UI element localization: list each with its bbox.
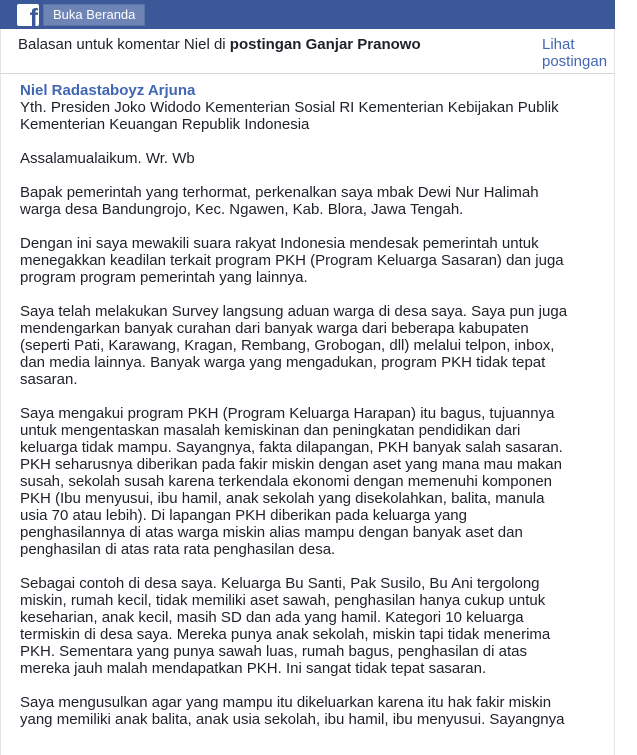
comment-paragraph [20, 303, 610, 388]
comment-line: penghasilannya di atas warga miskin alias mampu dengan banyak aset dan [20, 524, 523, 541]
comment-line: Yth. Presiden Joko Widodo Kementerian Sosial RI Kementerian Kebijakan Publik [20, 99, 559, 116]
comment-line: Assalamualaikum. Wr. Wb [20, 150, 195, 167]
reply-title [18, 36, 421, 53]
comment-line: Bapak pemerintah yang terhormat, perkenalkan saya mbak Dewi Nur Halimah [20, 184, 539, 201]
comment-line: PKH (Ibu menyusui, ibu hamil, anak sekolah yang disekolahkan, balita, manula [20, 490, 545, 507]
comment-line: yang memiliki anak balita, anak usia sekolah, ibu hamil, ibu menyusui. Sayangnya [20, 711, 565, 728]
comment-line: warga desa Bandungrojo, Kec. Ngawen, Kab. Blora, Jawa Tengah. [20, 201, 464, 218]
home-button[interactable]: Buka Beranda [43, 4, 145, 26]
comment-paragraph [20, 99, 610, 133]
comment-line: sasaran. [20, 371, 78, 388]
view-post-line-2: postingan [542, 53, 608, 70]
comment-paragraph [20, 184, 610, 218]
view-post-line-1: Lihat [542, 36, 575, 53]
comment-line: Kementerian Keuangan Republik Indonesia [20, 116, 310, 133]
comment-line: Sebagai contoh di desa saya. Keluarga Bu Santi, Pak Susilo, Bu Ani tergolong [20, 575, 540, 592]
top-bar [0, 0, 615, 29]
comment-paragraph [20, 405, 610, 558]
comment-paragraph [20, 575, 610, 677]
comment-line: miskin, rumah kecil, tidak memiliki aset sawah, penghasilan hanya cukup untuk [20, 592, 546, 609]
comment-paragraph [20, 694, 610, 728]
comment-line: susah, sekolah susah karena terkendala ekonomi dengan memenuhi komponen [20, 473, 553, 490]
comment-line: Saya mengusulkan agar yang mampu itu dikeluarkan karena itu hak fakir miskin [20, 694, 552, 711]
comment-line: keseharian, anak kecil, masih SD dan ada yang hamil. Kategori 10 keluarga [20, 609, 524, 626]
comment-line: (seperti Pati, Karawang, Kragan, Rembang, Grobogan, dll) melalui telpon, inbox, [20, 337, 555, 354]
comment-content [0, 74, 615, 755]
comment-line: menegakkan keadilan terkait program PKH (Program Keluarga Sasaran) dan juga [20, 252, 564, 269]
comment-line: termiskin di desa saya. Mereka punya anak sekolah, miskin tapi tidak menerima [20, 626, 551, 643]
comment-line: mereka jauh malah mendapatkan PKH. Ini sangat tidak tepat sasaran. [20, 660, 487, 677]
comment-line: Saya mengakui program PKH (Program Keluarga Harapan) itu bagus, tujuannya [20, 405, 555, 422]
reply-prefix: Balasan untuk komentar Niel di [18, 36, 230, 53]
post-link[interactable]: postingan Ganjar Pranowo [229, 36, 421, 53]
comment-body [20, 99, 610, 745]
comment-line: PKH. Sementara yang punya sawah luas, rumah bagus, penghasilan di atas [20, 643, 527, 660]
comment-paragraph [20, 235, 610, 286]
facebook-logo-icon[interactable]: f [17, 4, 39, 26]
comment-line: keluarga tidak mampu. Sayangnya, fakta dilapangan, PKH banyak salah sasaran. [20, 439, 563, 456]
comment-line: penghasilan di atas rata rata penghasilan desa. [20, 541, 336, 558]
comment-line: Saya telah melakukan Survey langsung aduan warga di desa saya. Saya pun juga [20, 303, 568, 320]
comment-line: program program pemerintah yang lainnya. [20, 269, 308, 286]
comment-paragraph [20, 150, 610, 167]
comment-author[interactable]: Niel Radastaboyz Arjuna [20, 82, 196, 99]
reply-header [0, 29, 615, 73]
comment-line: usia 70 atau lebih). Di lapangan PKH diberikan pada keluarga yang [20, 507, 467, 524]
comment-line: mendengarkan banyak curahan dari banyak warga dari beberapa kabupaten [20, 320, 529, 337]
comment-line: dan media lainnya. Banyak warga yang mengadukan, program PKH tidak tepat [20, 354, 546, 371]
comment-line: Dengan ini saya mewakili suara rakyat Indonesia mendesak pemerintah untuk [20, 235, 539, 252]
comment-line: untuk mengentaskan masalah kemiskinan dan peningkatan pendidikan dari [20, 422, 521, 439]
comment-line: PKH seharusnya diberikan pada fakir miskin dengan aset yang mana mau makan [20, 456, 562, 473]
view-post-link[interactable] [542, 36, 614, 70]
